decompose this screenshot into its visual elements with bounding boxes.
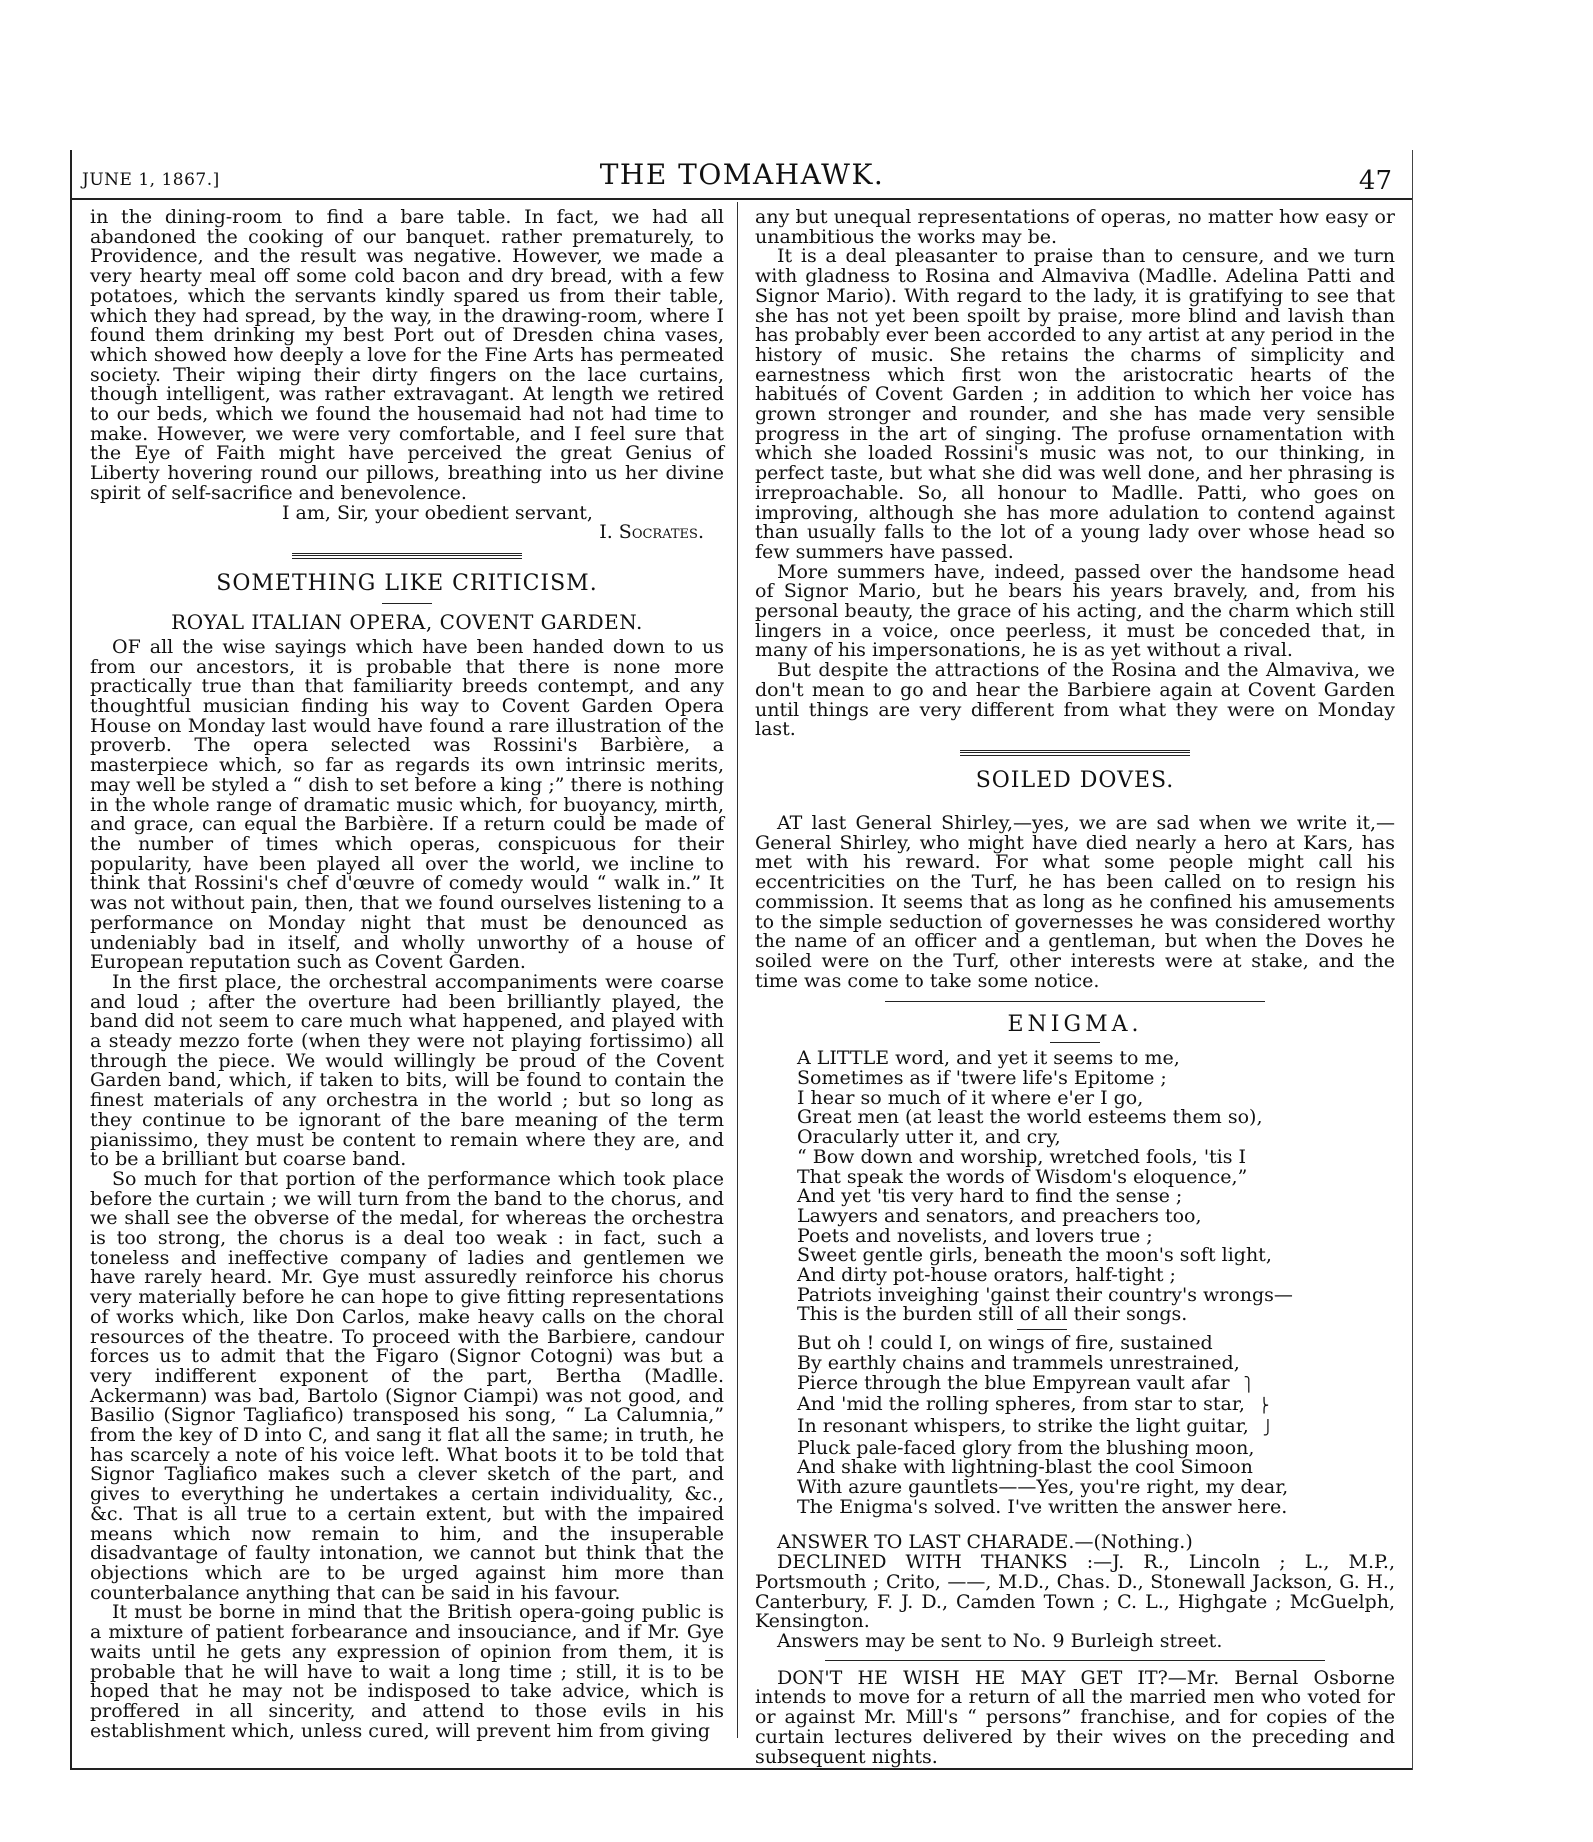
brace-mark: ⎬ — [1258, 1398, 1270, 1415]
letter-paragraph: in the dining-room to find a bare table. In fact, we had all abandoned the cooking of our banquet. rather prematurely, to Providence, and the result was negative. However, we made a very hearty meal off some cold bacon and dry bread, with a few potatoes, which the servants kindly spared us from their table, which they had spread, by the way, in the drawing-room, where I found them drinking my best Port out of Dresden china vases, which showed how deeply a love for the Fine Arts has permeated society. Their wiping their dirty fingers on the lace curtains, though intelligent, was rather extravagant. At length we retired to our beds, which we found the housemaid had not had time to make. However, we were very comfortable, and I feel sure that the Eye of Faith might have perceived the great Genius of Liberty hovering round our pillows, breathing into us her divine spirit of self-sacrifice and benevolence. — [90, 206, 724, 504]
short-rule — [1017, 1329, 1067, 1330]
address-notice: Answers may be sent to No. 9 Burleigh street. — [777, 1630, 1223, 1652]
poem-line: Patriots inveighing 'gainst their country's wrongs— — [797, 1283, 1293, 1306]
letter-closing: I am, Sir, your obedient servant, — [282, 501, 593, 524]
section-rule — [825, 1660, 1325, 1661]
poem-line: “ Bow down and worship, wretched fools, 'tis I — [797, 1145, 1247, 1168]
letter-signature: I. Socrates. — [599, 521, 704, 544]
issue-date: JUNE 1, 1867.] — [82, 170, 220, 190]
criticism-paragraph: But despite the attractions of the Rosina and the Almaviva, we don't mean to go and hear the Barbiere again at Covent Garden until things are very different from what they were on Monday last. — [755, 659, 1395, 741]
poem-line — [797, 1371, 1395, 1396]
brace-mark: ⎭ — [1262, 1419, 1274, 1436]
left-column — [90, 208, 724, 1741]
criticism-paragraph: More summers have, indeed, passed over the handsome head of Signor Mario, but he bears his years bravely, and, from his personal beauty, the grace of his acting, and the charm which still lingers in a voice, once peerless, it must be conceded that, in many of his impersonations, he is as yet without a rival. — [755, 560, 1395, 662]
poem-line: Great men (at least the world esteems them so), — [797, 1106, 1263, 1129]
page-number: 47 — [1358, 166, 1392, 196]
notices — [755, 1533, 1395, 1767]
poem-line-text: In resonant whispers, to strike the light guitar, — [797, 1414, 1249, 1437]
right-column — [755, 208, 1395, 1767]
criticism-paragraph: It is a deal pleasanter to praise than to censure, and we turn with gladness to Rosina and Almaviva (Madlle. Adelina Patti and Signor Mario). With regard to the lady, it is gratifying to see that she has not yet been spoilt by praise, more blind and lavish than has probably ever been accorded to any artist at any period in the history of music. She retains the charms of simplicity and earnestness which first won the aristocratic hearts of the habitués of Covent Garden ; in addition to which her voice has grown stronger and rounder, and she has made very sensible progress in the art of singing. The profuse ornamentation with which she loaded Rossini's music was not, to our thinking, in perfect taste, but what she did was well done, and her phrasing is irreproachable. So, all honour to Madlle. Patti, who goes on improving, although she has more adulation to contend against than usually falls to the lot of a young lady over whose head so few summers have passed. — [755, 245, 1395, 563]
poem-line: Sometimes as if 'twere life's Epitome ; — [797, 1067, 1167, 1090]
section-rule — [885, 1001, 1265, 1002]
answer-notice: ANSWER TO LAST CHARADE.—(Nothing.) — [777, 1531, 1193, 1554]
declined-notice: DECLINED WITH THANKS :—J. R., Lincoln ; L., M.P., Portsmouth ; Crito, ——, M.D., Chas. D., Stonewall Jackson, G. H., Canterbury, F. J. D., Camden Town ; C. L., Highgate ; McGuelph, Kensington. — [755, 1551, 1395, 1633]
criticism-paragraph: So much for that portion of the performance which took place before the curtain ; we will turn from the band to the chorus, and we shall see the obverse of the medal, for whereas the orchestra is too strong, the chorus is a deal too weak : in fact, such a toneless and ineffective company of ladies and gentlemen we have rarely heard. Mr. Gye must assuredly reinforce his chorus very materially before he can hope to give fitting representations of works which, like Don Carlos, make heavy calls on the choral resources of the theatre. To proceed with the Barbiere, candour forces us to admit that the Figaro (Signor Cotogni) was but a very indifferent exponent of the part, Bertha (Madlle. Ackermann) was bad, Bartolo (Signor Ciampi) was not good, and Basilio (Signor Tagliafico) transposed his song, “ La Calumnia,” from the key of D into C, and sang it flat all the same; in truth, he has scarcely a note of his voice left. What boots it to be told that Signor Tagliafico makes such a clever sketch of the part, and gives to everything he undertakes a certain individuality, &c., &c. That is all true to a certain extent, but with the impaired means which now remain to him, and the insuperable disadvantage of faulty intonation, we cannot but think that the objections which are to be urged against him more than counterbalance anything that can be said in his favour. — [90, 1167, 724, 1604]
brace-mark: ⎫ — [1243, 1376, 1255, 1393]
doves-title: SOILED DOVES. — [975, 767, 1175, 793]
poem-line — [797, 1414, 1395, 1439]
newspaper-page — [70, 150, 1413, 1770]
masthead-title: THE TOMAHAWK. — [599, 158, 885, 191]
poem-line-text: And 'mid the rolling spheres, from star to star, — [797, 1393, 1245, 1416]
poem-line — [797, 1395, 1395, 1417]
short-rule — [382, 603, 432, 604]
page-bottom-rule — [70, 1768, 1412, 1770]
poem-line: That speak the words of Wisdom's eloquence,” — [797, 1165, 1248, 1188]
poem-line: Lawyers and senators, and preachers too, — [797, 1204, 1202, 1227]
doves-paragraph: AT last General Shirley,—yes, we are sad when we write it,— General Shirley, who might have died nearly a hero at Kars, has met with his reward. For what some people might call his eccentricities on the Turf, he has been called on to resign his commission. It seems that as long as he confined his amusements to the simple seduction of governesses he was considered worthy the name of an officer and a gentleman, but when the Doves he soiled were on the Turf, other interests were at stake, and the time was come to take some notice. — [755, 811, 1395, 992]
poem-line: And yet 'tis very hard to find the sense ; — [797, 1185, 1183, 1208]
wish-notice: DON'T HE WISH HE MAY GET IT?—Mr. Bernal Osborne intends to move for a return of all the married men who voted for or against Mr. Mill's “ persons” franchise, and for copies of the curtain lectures delivered by their wives on the preceding and subsequent nights. — [755, 1666, 1395, 1768]
poem-line: A LITTLE word, and yet it seems to me, — [797, 1047, 1180, 1070]
poem-line: Sweet gentle girls, beneath the moon's soft light, — [797, 1244, 1272, 1267]
criticism-paragraph: It must be borne in mind that the British opera-going public is a mixture of patient forbearance and insouciance, and if Mr. Gye waits until he gets any expression of opinion from them, it is probable that he will have to wait a long time ; still, it is to be hoped that he may not be indisposed to take advice, which is proffered in all sincerity, and attend to those evils in his establishment which, unless cured, will prevent him from giving — [90, 1601, 724, 1742]
section-rule — [292, 553, 522, 559]
enigma-poem — [755, 1049, 1395, 1517]
page-header — [72, 158, 1412, 196]
header-rule — [72, 198, 1412, 200]
poem-line: The Enigma's solved. I've written the answer here. — [797, 1495, 1288, 1518]
poem-line: By earthly chains and trammels unrestrained, — [797, 1351, 1240, 1374]
criticism-paragraph: any but unequal representations of operas, no matter how easy or unambitious the works may be. — [755, 206, 1395, 248]
poem-line: Oracularly utter it, and cry, — [797, 1126, 1061, 1149]
short-rule — [1050, 1042, 1100, 1043]
criticism-title: SOMETHING LIKE CRITICISM. — [216, 570, 598, 596]
criticism-paragraph: In the first place, the orchestral accompaniments were coarse and loud ; after the overture had been brilliantly played, the band did not seem to care much what happened, and played with a steady mezzo forte (when they were not playing fortissimo) all through the piece. We would willingly be proud of the Covent Garden band, which, if taken to bits, will be found to contain the finest materials of any orchestra in the world ; but so long as they continue to be ignorant of the bare meaning of the term pianissimo, they must be content to remain where they are, and to be a brilliant but coarse band. — [90, 970, 724, 1171]
poem-line: This is the burden still of all their songs. — [797, 1303, 1188, 1326]
poem-line: With azure gauntlets——Yes, you're right, my dear, — [797, 1476, 1289, 1499]
poem-line: And shake with lightning-blast the cool Simoon — [797, 1456, 1253, 1479]
section-rule — [960, 750, 1190, 756]
poem-line: And dirty pot-house orators, half-tight ; — [797, 1264, 1176, 1287]
poem-line: Pluck pale-faced glory from the blushing moon, — [797, 1436, 1255, 1459]
poem-line-text: Pierce through the blue Empyrean vault afar — [797, 1371, 1230, 1394]
criticism-subtitle: ROYAL ITALIAN OPERA, COVENT GARDEN. — [171, 609, 643, 634]
criticism-paragraph: OF all the wise sayings which have been handed down to us from our ancestors, it is probable that there is none more practically true than that familiarity breeds contempt, and any thoughtful musician finding his way to Covent Garden Opera House on Monday last would have found a rare illustration of the proverb. The opera selected was Rossini's Barbière, a masterpiece which, so far as regards its own intrinsic merits, may well be styled a “ dish to set before a king ;” there is nothing in the whole range of dramatic music which, for buoyancy, mirth, and grace, can equal the Barbière. If a return could be made of the number of times which operas, conspicuous for their popularity, have been played all over the world, we incline to think that Rossini's chef d'œuvre of comedy would “ walk in.” It was not without pain, then, that we found ourselves listening to a performance on Monday night that must be denounced as undeniably bad in itself, and wholly unworthy of a house of European reputation such as Covent Garden. — [90, 635, 724, 974]
poem-line: Poets and novelists, and lovers true ; — [797, 1224, 1153, 1247]
column-divider — [737, 202, 738, 1738]
poem-line: I hear so much of it where e'er I go, — [797, 1086, 1144, 1109]
poem-line: But oh ! could I, on wings of fire, sustained — [797, 1332, 1213, 1355]
enigma-title: ENIGMA. — [1007, 1012, 1143, 1038]
